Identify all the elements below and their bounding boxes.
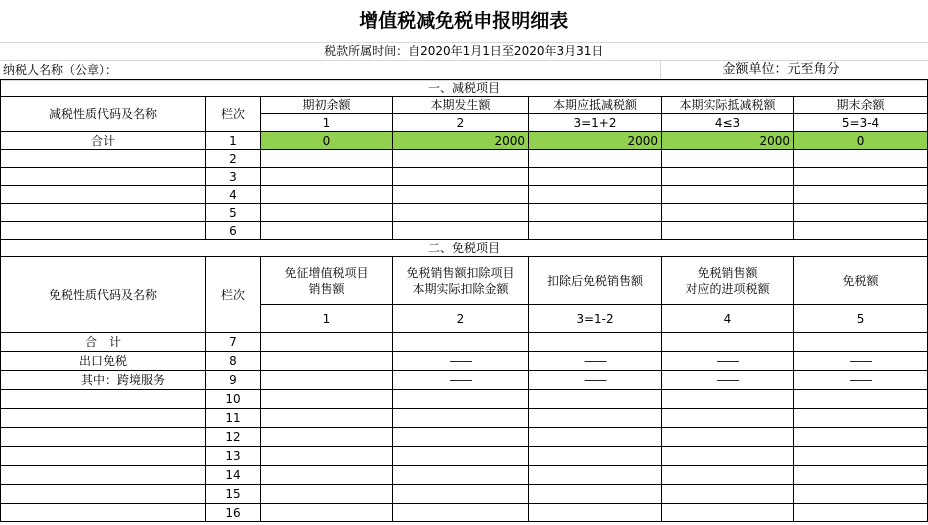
col-closing-balance: 期末余额 [794, 97, 928, 114]
line-number: 1 [206, 132, 261, 150]
na-cell: —— [529, 352, 662, 371]
name-cell[interactable] [1, 428, 206, 447]
col-number: 5=3-4 [794, 114, 928, 132]
value-cell[interactable] [794, 204, 928, 222]
value-cell[interactable] [529, 447, 662, 466]
value-cell[interactable] [261, 390, 393, 409]
value-cell[interactable] [261, 504, 393, 522]
value-cell[interactable] [794, 409, 928, 428]
value-cell[interactable] [529, 485, 662, 504]
section2-name-header: 免税性质代码及名称 [1, 257, 206, 333]
actual-deducted-tax-cell[interactable]: 2000 [662, 132, 794, 150]
section2-total-row [1, 333, 928, 352]
value-cell[interactable] [662, 409, 794, 428]
line-number: 13 [206, 447, 261, 466]
col-number: 2 [393, 305, 529, 333]
value-cell[interactable] [393, 333, 529, 352]
value-cell[interactable] [794, 222, 928, 240]
value-cell[interactable] [794, 466, 928, 485]
value-cell[interactable] [261, 447, 393, 466]
na-cell: —— [794, 371, 928, 390]
value-cell[interactable] [393, 390, 529, 409]
value-cell[interactable] [662, 390, 794, 409]
value-cell[interactable] [393, 504, 529, 522]
value-cell[interactable] [662, 485, 794, 504]
col-number: 2 [393, 114, 529, 132]
value-cell[interactable] [794, 168, 928, 186]
value-cell[interactable] [662, 447, 794, 466]
value-cell[interactable] [261, 409, 393, 428]
name-cell[interactable] [1, 485, 206, 504]
table-row [1, 504, 928, 522]
value-cell[interactable] [393, 168, 529, 186]
table-row [1, 390, 928, 409]
value-cell[interactable] [261, 204, 393, 222]
value-cell[interactable] [393, 428, 529, 447]
value-cell[interactable] [662, 466, 794, 485]
value-cell[interactable] [393, 222, 529, 240]
value-cell[interactable] [529, 333, 662, 352]
deductible-tax-cell[interactable]: 2000 [529, 132, 662, 150]
value-cell[interactable] [794, 485, 928, 504]
name-cell[interactable] [1, 466, 206, 485]
value-cell[interactable] [529, 204, 662, 222]
value-cell[interactable] [529, 428, 662, 447]
table-row [1, 186, 928, 204]
col-number: 4 [662, 305, 794, 333]
value-cell[interactable] [393, 204, 529, 222]
line-number: 9 [206, 371, 261, 390]
na-cell: —— [662, 371, 794, 390]
tax-period: 税款所属时间：自2020年1月1日至2020年3月31日 [0, 42, 928, 60]
value-cell[interactable] [393, 485, 529, 504]
name-cell[interactable] [1, 222, 206, 240]
name-cell[interactable] [1, 168, 206, 186]
name-cell[interactable] [1, 447, 206, 466]
col-exempt-sales: 免征增值税项目 销售额 [261, 257, 393, 305]
na-cell: —— [794, 352, 928, 371]
value-cell[interactable] [393, 186, 529, 204]
line-number: 14 [206, 466, 261, 485]
value-cell[interactable] [662, 428, 794, 447]
value-cell[interactable] [662, 186, 794, 204]
value-cell[interactable] [261, 150, 393, 168]
table-row [1, 204, 928, 222]
line-number: 7 [206, 333, 261, 352]
table-row [1, 485, 928, 504]
value-cell[interactable] [261, 222, 393, 240]
table-row [1, 222, 928, 240]
value-cell[interactable] [393, 409, 529, 428]
col-actual-deducted-tax: 本期实际抵减税额 [662, 97, 794, 114]
value-cell[interactable] [529, 466, 662, 485]
table-row [1, 409, 928, 428]
value-cell[interactable] [794, 186, 928, 204]
cross-border-service-row [1, 371, 928, 390]
section1-name-header: 减税性质代码及名称 [1, 97, 206, 132]
line-number: 2 [206, 150, 261, 168]
row-label: 合 计 [1, 333, 206, 352]
section2-line-header: 栏次 [206, 257, 261, 333]
table-row [1, 447, 928, 466]
name-cell[interactable] [1, 504, 206, 522]
value-cell[interactable] [794, 150, 928, 168]
col-opening-balance: 期初余额 [261, 97, 393, 114]
detail-table [0, 79, 928, 522]
header-table [0, 0, 928, 81]
export-exempt-row [1, 352, 928, 371]
section1-total-row [1, 132, 928, 150]
name-cell[interactable] [1, 390, 206, 409]
value-cell[interactable] [261, 168, 393, 186]
value-cell[interactable] [662, 504, 794, 522]
line-number: 5 [206, 204, 261, 222]
line-number: 4 [206, 186, 261, 204]
total-label: 合计 [1, 132, 206, 150]
line-number: 8 [206, 352, 261, 371]
table-row [1, 150, 928, 168]
value-cell[interactable] [529, 390, 662, 409]
value-cell[interactable] [393, 466, 529, 485]
value-cell[interactable] [529, 409, 662, 428]
name-cell[interactable] [1, 204, 206, 222]
row-label: 其中：跨境服务 [1, 371, 206, 390]
opening-balance-cell[interactable]: 0 [261, 132, 393, 150]
col-number: 4≤3 [662, 114, 794, 132]
col-current-amount: 本期发生额 [393, 97, 529, 114]
table-row [1, 168, 928, 186]
value-cell[interactable] [261, 186, 393, 204]
line-number: 3 [206, 168, 261, 186]
col-number: 1 [261, 114, 393, 132]
value-cell[interactable] [662, 222, 794, 240]
na-cell: —— [393, 371, 529, 390]
col-deductible-tax: 本期应抵减税额 [529, 97, 662, 114]
current-amount-cell[interactable]: 2000 [393, 132, 529, 150]
table-row [1, 466, 928, 485]
name-cell[interactable] [1, 409, 206, 428]
col-net-exempt-sales: 扣除后免税销售额 [529, 257, 662, 305]
value-cell[interactable] [794, 390, 928, 409]
na-cell: —— [662, 352, 794, 371]
value-cell[interactable] [794, 333, 928, 352]
page-title: 增值税减免税申报明细表 [0, 0, 928, 42]
value-cell[interactable] [261, 466, 393, 485]
taxpayer-name-label: 纳税人名称（公章）： [0, 60, 660, 80]
col-number: 3=1+2 [529, 114, 662, 132]
value-cell[interactable] [794, 447, 928, 466]
value-cell[interactable] [261, 428, 393, 447]
value-cell[interactable] [662, 204, 794, 222]
line-number: 11 [206, 409, 261, 428]
row-label: 出口免税 [1, 352, 206, 371]
section2-title: 二、免税项目 [1, 240, 928, 257]
value-cell[interactable] [261, 485, 393, 504]
col-deduction-amount: 免税销售额扣除项目 本期实际扣除金额 [393, 257, 529, 305]
col-number: 3=1-2 [529, 305, 662, 333]
value-cell[interactable] [662, 168, 794, 186]
closing-balance-cell[interactable]: 0 [794, 132, 928, 150]
value-cell[interactable] [662, 333, 794, 352]
line-number: 10 [206, 390, 261, 409]
line-number: 16 [206, 504, 261, 522]
value-cell[interactable] [261, 352, 393, 371]
col-number: 5 [794, 305, 928, 333]
value-cell[interactable] [393, 150, 529, 168]
name-cell[interactable] [1, 150, 206, 168]
col-number: 1 [261, 305, 393, 333]
value-cell[interactable] [261, 333, 393, 352]
name-cell[interactable] [1, 186, 206, 204]
value-cell[interactable] [529, 222, 662, 240]
col-input-tax: 免税销售额 对应的进项税额 [662, 257, 794, 305]
value-cell[interactable] [529, 504, 662, 522]
value-cell[interactable] [529, 150, 662, 168]
col-exempt-tax: 免税额 [794, 257, 928, 305]
section1-title: 一、减税项目 [1, 80, 928, 97]
line-number: 6 [206, 222, 261, 240]
value-cell[interactable] [794, 428, 928, 447]
na-cell: —— [393, 352, 529, 371]
section1-line-header: 栏次 [206, 97, 261, 132]
line-number: 12 [206, 428, 261, 447]
value-cell[interactable] [261, 371, 393, 390]
amount-unit-label: 金额单位：元至角分 [660, 60, 928, 80]
value-cell[interactable] [662, 150, 794, 168]
value-cell[interactable] [529, 186, 662, 204]
table-row [1, 428, 928, 447]
value-cell[interactable] [393, 447, 529, 466]
na-cell: —— [529, 371, 662, 390]
value-cell[interactable] [794, 504, 928, 522]
value-cell[interactable] [529, 168, 662, 186]
line-number: 15 [206, 485, 261, 504]
